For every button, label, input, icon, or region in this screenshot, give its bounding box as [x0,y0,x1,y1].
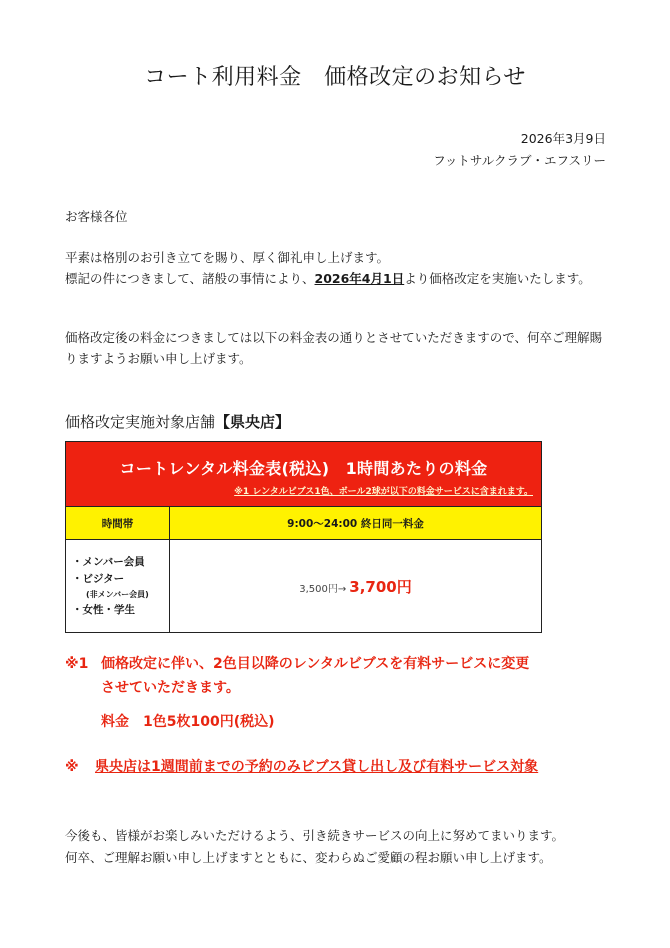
customer-categories [66,540,170,633]
time-range-header: 9:00〜24:00 終日同一料金 [170,507,542,540]
note-1-line-1 [65,652,529,676]
closing-line-2: 何卒、ご理解お願い申し上げますとともに、変わらぬご愛顧の程お願い申し上げます。 [65,850,552,865]
sender-name: フットサルクラブ・エフスリー [433,153,606,168]
intro-paragraph [65,247,610,289]
category-student: ・女性・学生 [72,603,135,616]
price-cell [170,540,542,633]
arrow-icon: → [337,583,347,595]
time-slot-header: 時間帯 [66,507,170,540]
intro-line-2-pre: 標記の件につきまして、諸般の事情により、 [65,271,315,286]
price-table-intro-paragraph: 価格改定後の料金につきましては以下の料金表の通りとさせていただきますので、何卒ご理解賜りますようお願い申し上げます。 [65,330,603,366]
store-name: 【県央店】 [215,413,291,431]
issue-date: 2026年3月9日 [520,131,606,146]
new-price: 3,700円 [349,577,412,596]
category-member: ・メンバー会員 [72,555,145,568]
category-visitor: ・ビジター [72,572,125,585]
date-sender-block [433,128,606,172]
price-table [65,441,542,633]
old-price: 3,500円 [299,583,338,595]
price-table-header [66,442,542,507]
price-table-header-row [66,442,542,507]
note-1-text-1: 価格改定に伴い、2色目以降のレンタルビブスを有料サービスに変更 [101,656,530,672]
note-2-mark: ※ [65,759,79,775]
bibs-fee: 料金 1色5枚100円(税込) [101,714,275,730]
note-2 [65,756,538,776]
price-table-note: ※1 レンタルビブス1色、ボール2球が以下の料金サービスに含まれます。 [234,487,533,497]
store-heading-label: 価格改定実施対象店舗 [65,413,216,431]
price-table-title: コートレンタル料金表(税込) 1時間あたりの料金 [119,459,488,478]
page-title: コート利用料金 価格改定のお知らせ [144,65,526,90]
note-1 [65,652,529,734]
note-2-text: 県央店は1週間前までの予約のみビブス貸し出し及び有料サービス対象 [95,759,539,775]
price-table-row [66,540,542,633]
intro-line-2 [65,268,610,289]
salutation: お客様各位 [65,209,128,224]
category-visitor-sub: (非メンバー会員) [86,589,149,599]
note-1-line-2: させていただきます。 [101,680,240,696]
effective-date: 2026年4月1日 [314,271,405,286]
intro-line-1: 平素は格別のお引き立てを賜り、厚く御礼申し上げます。 [65,250,390,265]
note-1-mark: ※1 [65,656,89,672]
store-heading [65,411,290,432]
intro-line-2-post: より価格改定を実施いたします。 [404,271,591,286]
closing-paragraph [65,825,625,869]
closing-line-1: 今後も、皆様がお楽しみいただけるよう、引き続きサービスの向上に努めてまいります。 [65,828,565,843]
price-table-column-row [66,507,542,540]
